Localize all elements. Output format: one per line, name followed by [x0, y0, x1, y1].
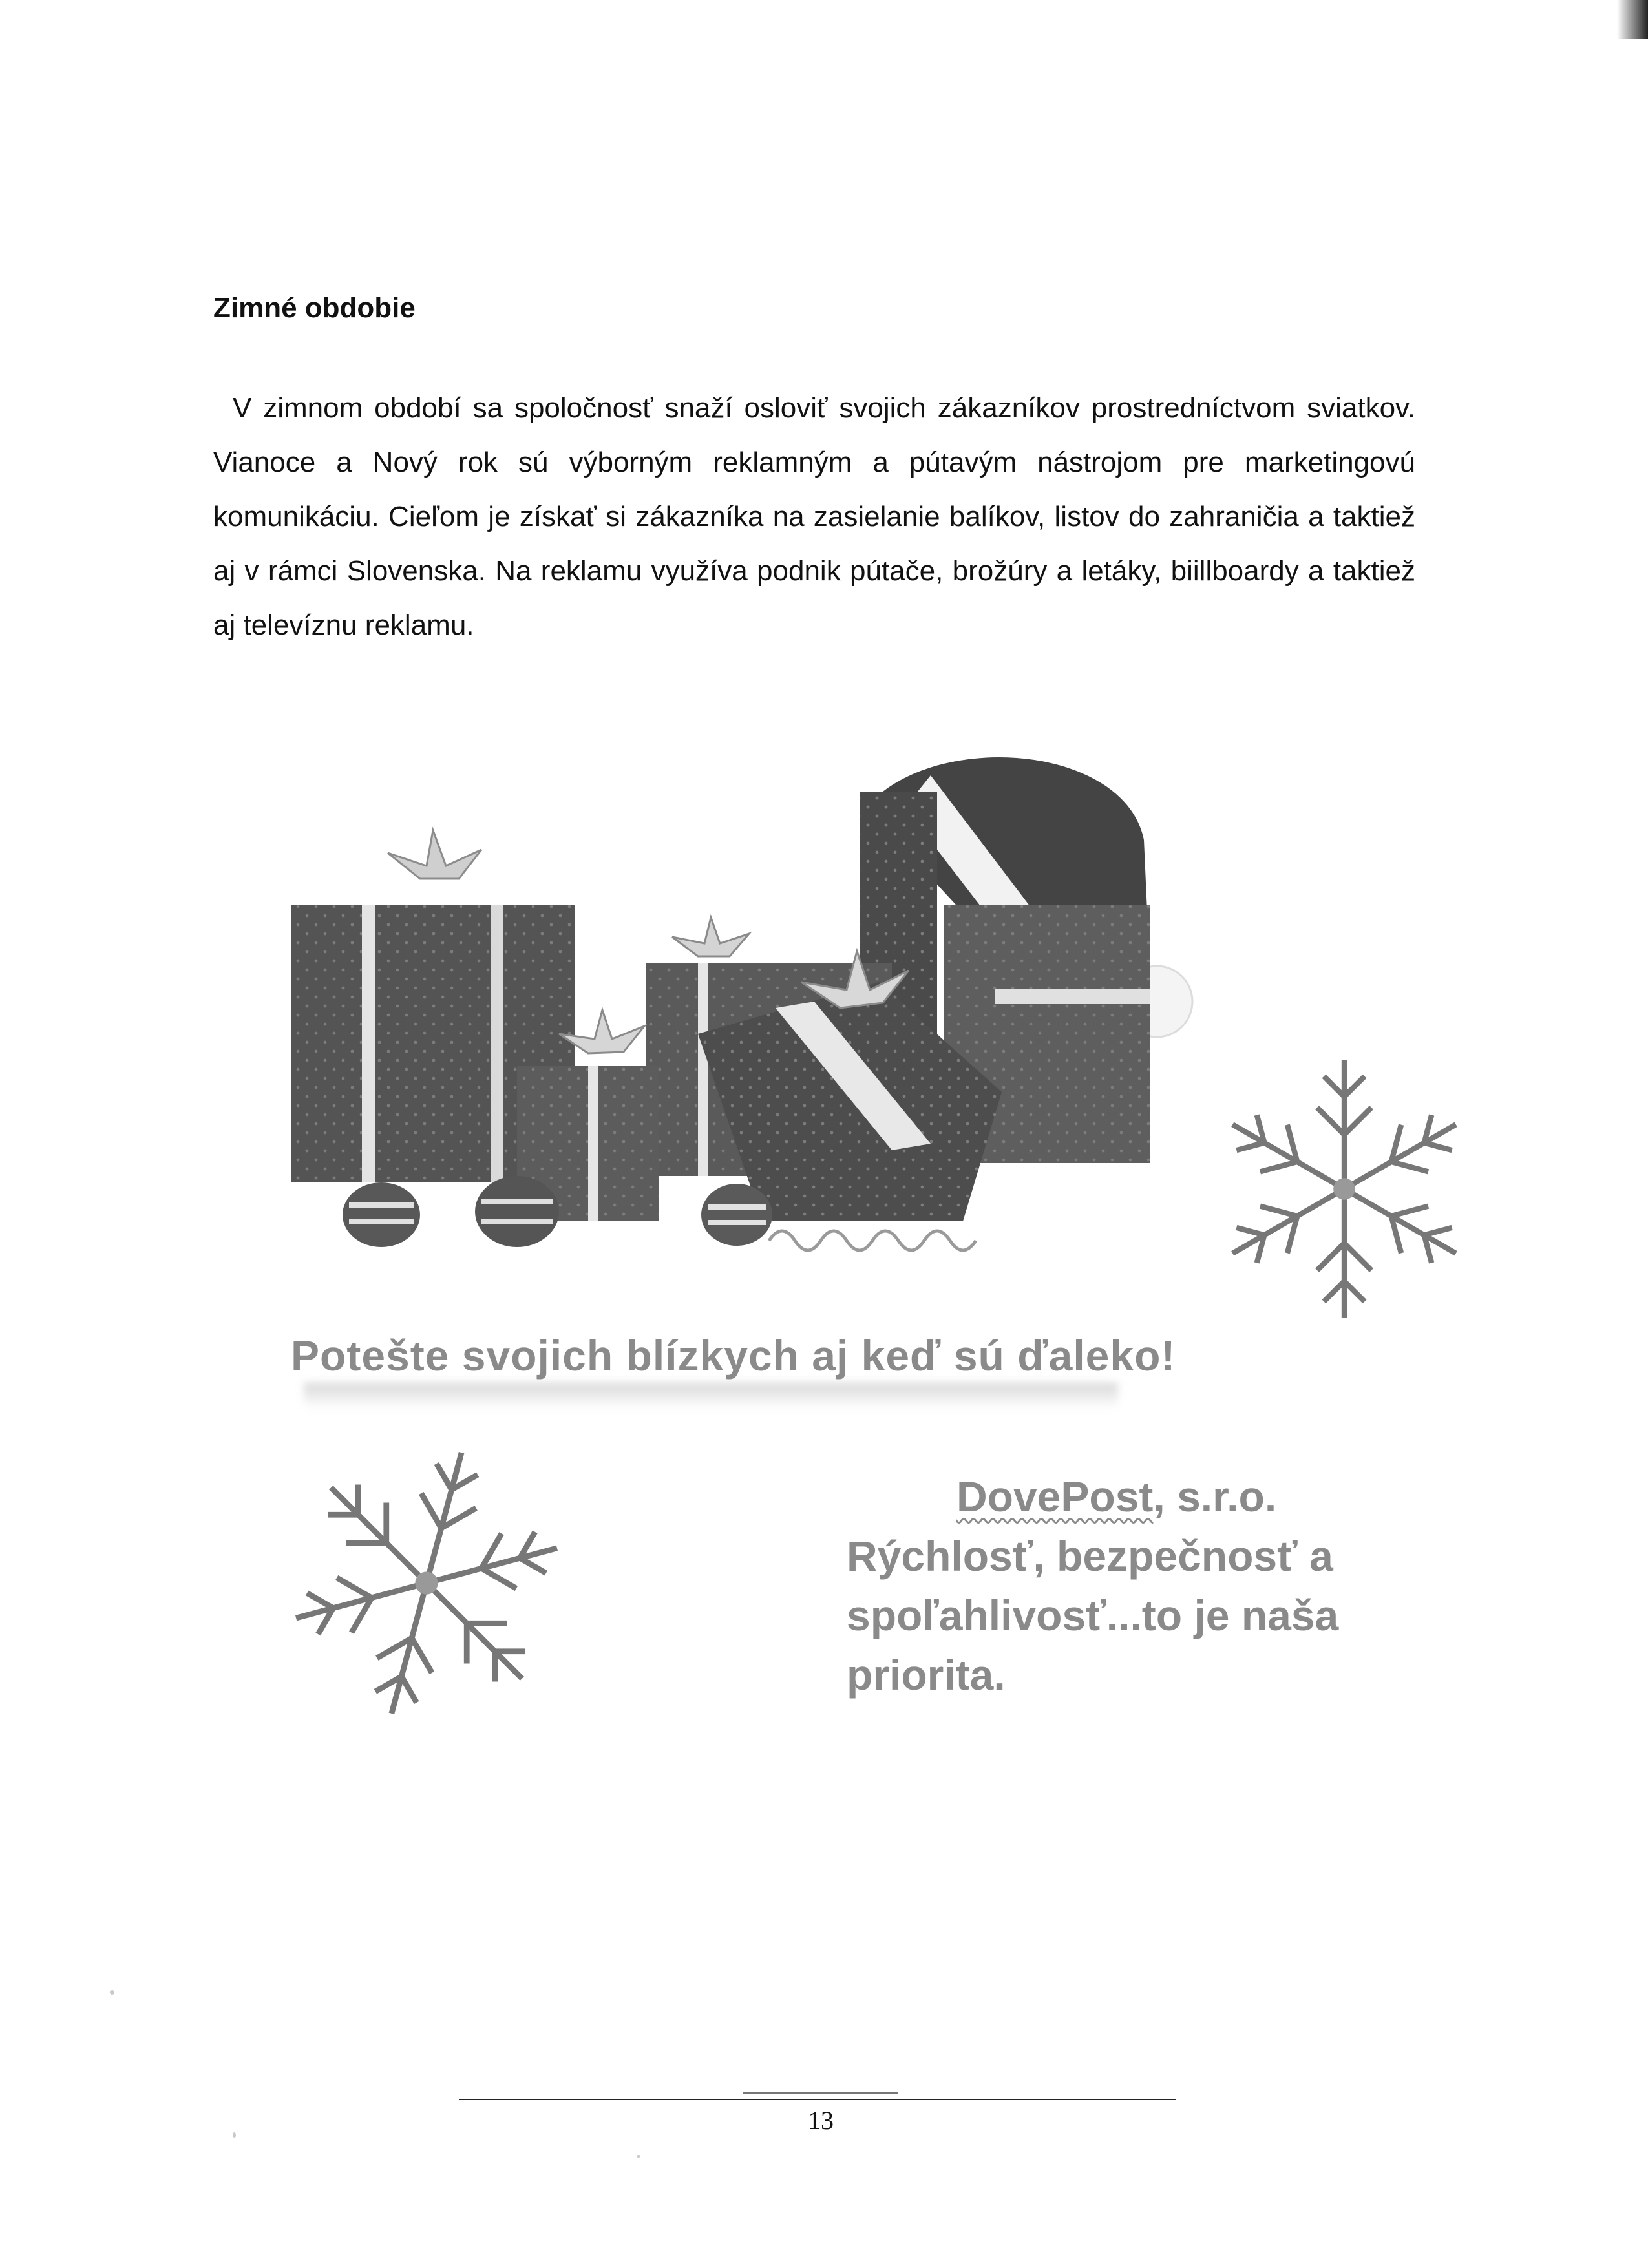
advert-slogan: Potešte svojich blízkych aj keď sú ďaleko! [291, 1332, 1176, 1380]
body-paragraph: V zimnom období sa spoločnosť snaží osloviť svojich zákazníkov prostredníctvom sviatkov. Vianoce a Nový rok sú výborným reklamným a pútavým nástrojom pre marketingovú komunikáciu. Cieľom je získať si zákazníka na zasielanie balíkov, listov do zahraničia a taktiež aj v rámci Slovenska. Na reklamu využíva podnik pútače, brožúry a letáky, biillboardy a taktiež aj televíznu reklamu. [213, 392, 1415, 641]
bleed-through-artifact [271, 698, 1176, 728]
section-heading: Zimné obdobie [213, 292, 416, 324]
slogan-shadow [304, 1383, 1118, 1409]
footer-rule [459, 2099, 1176, 2100]
footer-rule-short [743, 2092, 898, 2094]
scan-speck [233, 2132, 236, 2138]
snowflake-icon [284, 1441, 569, 1725]
christmas-gifts-illustration [284, 730, 1202, 1299]
scan-edge-artifact [1617, 0, 1648, 39]
company-name [847, 1467, 1428, 1526]
scan-speck [110, 1990, 114, 1995]
page-number: 13 [808, 2106, 834, 2135]
snowflake-icon [1209, 1047, 1480, 1331]
scan-speck [637, 2155, 640, 2158]
company-block [847, 1467, 1428, 1705]
company-tagline: Rýchlosť, bezpečnosť a spoľahlivosť...to je naša priorita. [847, 1532, 1339, 1699]
company-brand: DovePost [956, 1473, 1154, 1520]
company-suffix: , s.r.o. [1153, 1473, 1277, 1520]
ribbon-curls [769, 1231, 976, 1250]
